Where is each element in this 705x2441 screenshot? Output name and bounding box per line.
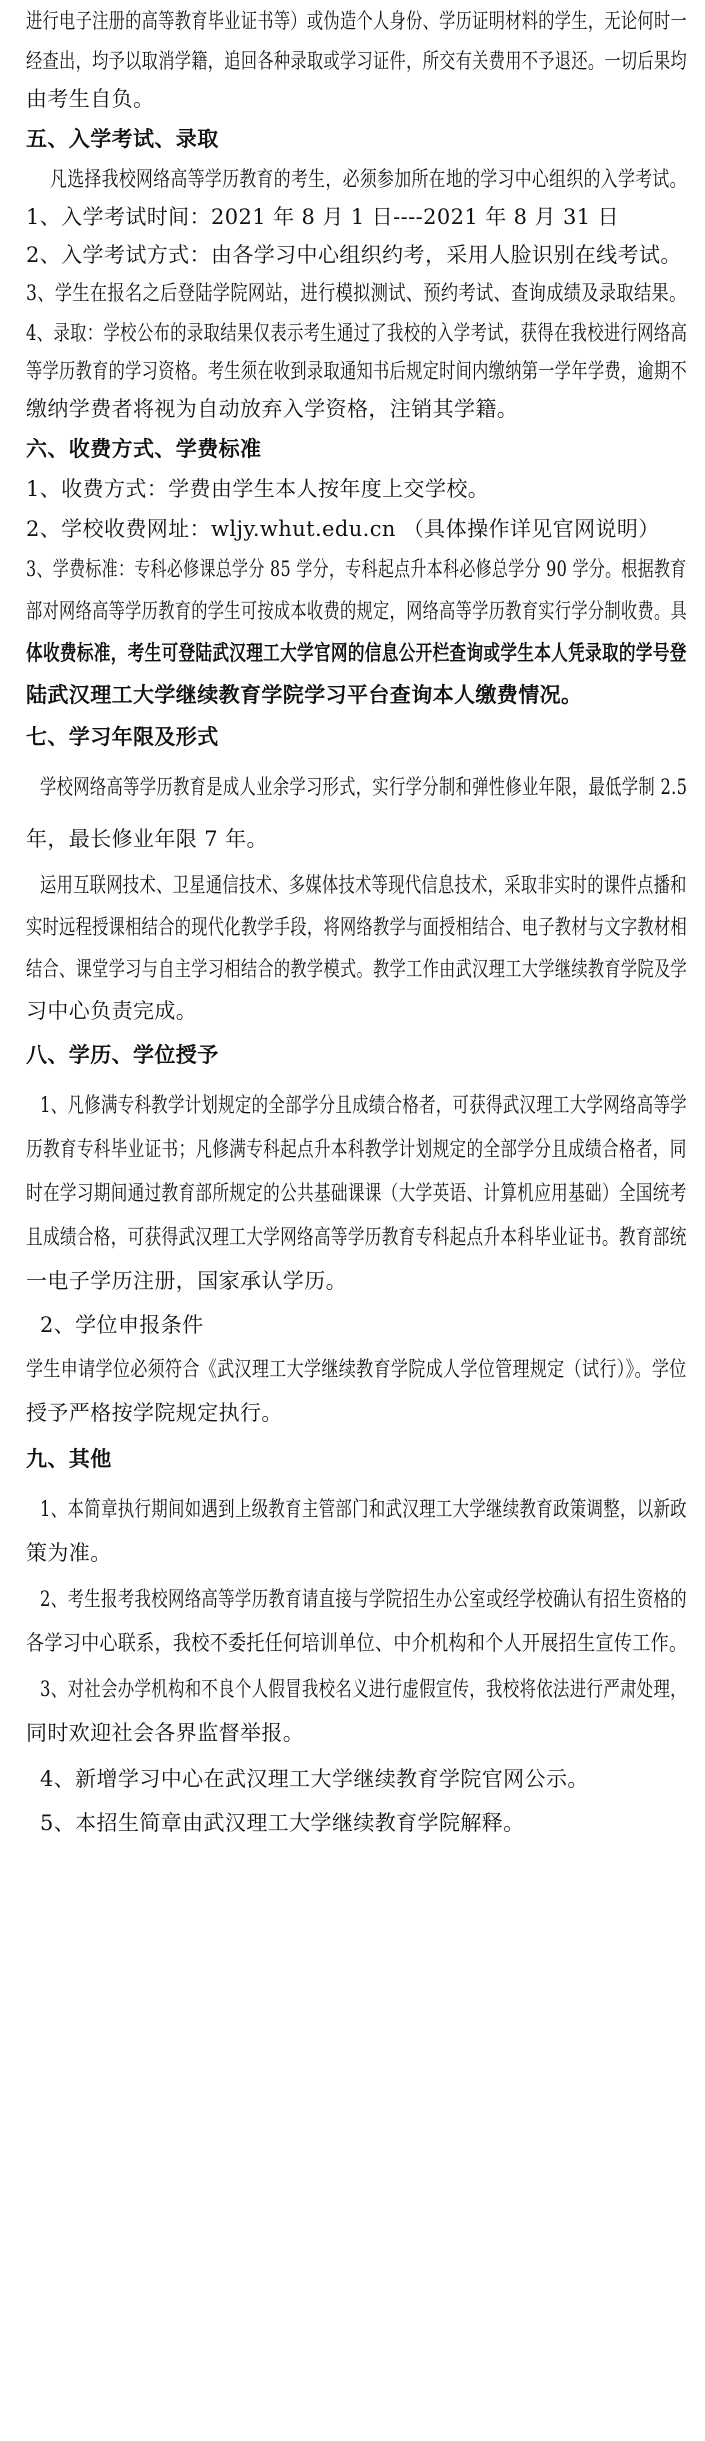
paragraph-line: 体收费标准，考生可登陆武汉理工大学官网的信息公开栏查询或学生本人凭录取的学号登 (26, 640, 687, 665)
paragraph-line: 同时欢迎社会各界监督举报。 (26, 1721, 305, 1745)
paragraph-line: 年，最长修业年限 7 年。 (26, 827, 268, 851)
paragraph-line: 策为准。 (26, 1541, 112, 1565)
paragraph-line: 2、学校收费网址：wljy.whut.edu.cn （具体操作详见官网说明） (26, 517, 660, 541)
paragraph-line: 2、学位申报条件 (40, 1313, 204, 1337)
paragraph-line: 1、本简章执行期间如遇到上级教育主管部门和武汉理工大学继续教育政策调整，以新政 (40, 1497, 687, 1521)
paragraph-line: 5、本招生简章由武汉理工大学继续教育学院解释。 (40, 1811, 525, 1835)
section-heading-9: 九、其他 (26, 1447, 112, 1471)
paragraph-line: 凡选择我校网络高等学历教育的考生，必须参加所在地的学习中心组织的入学考试。 (50, 167, 687, 191)
paragraph-line: 部对网络高等学历教育的学生可按成本收费的规定，网络高等学历教育实行学分制收费。具 (26, 599, 688, 623)
paragraph-line: 1、凡修满专科教学计划规定的全部学分且成绩合格者，可获得武汉理工大学网络高等学 (40, 1093, 687, 1117)
paragraph-line: 3、学费标准：专科必修课总学分 85 学分，专科起点升本科必修总学分 90 学分。根据教育 (26, 557, 687, 581)
paragraph-line: 1、收费方式：学费由学生本人按年度上交学校。 (26, 477, 490, 501)
paragraph-line: 时在学习期间通过教育部所规定的公共基础课课（大学英语、计算机应用基础）全国统考 (26, 1181, 687, 1205)
paragraph-line: 3、学生在报名之后登陆学院网站，进行模拟测试、预约考试、查询成绩及录取结果。 (26, 281, 687, 305)
paragraph-line: 各学习中心联系，我校不委托任何培训单位、中介机构和个人开展招生宣传工作。 (26, 1631, 688, 1655)
paragraph-line: 运用互联网技术、卫星通信技术、多媒体技术等现代信息技术，采取非实时的课件点播和 (40, 873, 687, 897)
paragraph-line: 且成绩合格，可获得武汉理工大学网络高等学历教育专科起点升本科毕业证书。教育部统 (26, 1225, 687, 1249)
paragraph-line: 结合、课堂学习与自主学习相结合的教学模式。教学工作由武汉理工大学继续教育学院及学 (26, 957, 688, 981)
paragraph-line: 2、入学考试方式：由各学习中心组织约考，采用人脸识别在线考试。 (26, 243, 682, 267)
paragraph-line: 2、考生报考我校网络高等学历教育请直接与学院招生办公室或经学校确认有招生资格的 (40, 1587, 687, 1611)
paragraph-line: 4、新增学习中心在武汉理工大学继续教育学院官网公示。 (40, 1767, 589, 1791)
paragraph-line: 3、对社会办学机构和不良个人假冒我校名义进行虚假宣传，我校将依法进行严肃处理， (40, 1677, 687, 1701)
paragraph-line: 经查出，均予以取消学籍，追回各种录取或学习证件，所交有关费用不予退还。一切后果均 (26, 49, 688, 73)
paragraph-line: 进行电子注册的高等教育毕业证书等）或伪造个人身份、学历证明材料的学生，无论何时一 (26, 9, 688, 33)
paragraph-line: 授予严格按学院规定执行。 (26, 1401, 283, 1425)
section-heading-7: 七、学习年限及形式 (26, 725, 219, 749)
paragraph-line: 学校网络高等学历教育是成人业余学习形式，实行学分制和弹性修业年限，最低学制 2.5 (40, 775, 688, 799)
paragraph-line: 学生申请学位必须符合《武汉理工大学继续教育学院成人学位管理规定（试行）》。学位 (26, 1357, 687, 1381)
section-heading-5: 五、入学考试、录取 (26, 127, 219, 151)
paragraph-line: 由考生自负。 (26, 87, 155, 111)
paragraph-line: 陆武汉理工大学继续教育学院学习平台查询本人缴费情况。 (26, 682, 583, 707)
paragraph-line: 历教育专科毕业证书；凡修满专科起点升本科教学计划规定的全部学分且成绩合格者，同 (26, 1137, 687, 1161)
section-heading-6: 六、收费方式、学费标准 (26, 437, 262, 461)
paragraph-line: 习中心负责完成。 (26, 999, 198, 1023)
paragraph-line: 实时远程授课相结合的现代化教学手段，将网络教学与面授相结合、电子教材与文字教材相 (26, 915, 688, 939)
paragraph-line: 一电子学历注册，国家承认学历。 (26, 1269, 347, 1293)
paragraph-line: 缴纳学费者将视为自动放弃入学资格，注销其学籍。 (26, 397, 519, 421)
section-heading-8: 八、学历、学位授予 (26, 1043, 219, 1067)
paragraph-line: 1、入学考试时间：2021 年 8 月 1 日----2021 年 8 月 31 日 (26, 205, 619, 229)
paragraph-line: 4、录取：学校公布的录取结果仅表示考生通过了我校的入学考试，获得在我校进行网络高 (26, 321, 688, 345)
paragraph-line: 等学历教育的学习资格。考生须在收到录取通知书后规定时间内缴纳第一学年学费，逾期不 (26, 359, 688, 383)
